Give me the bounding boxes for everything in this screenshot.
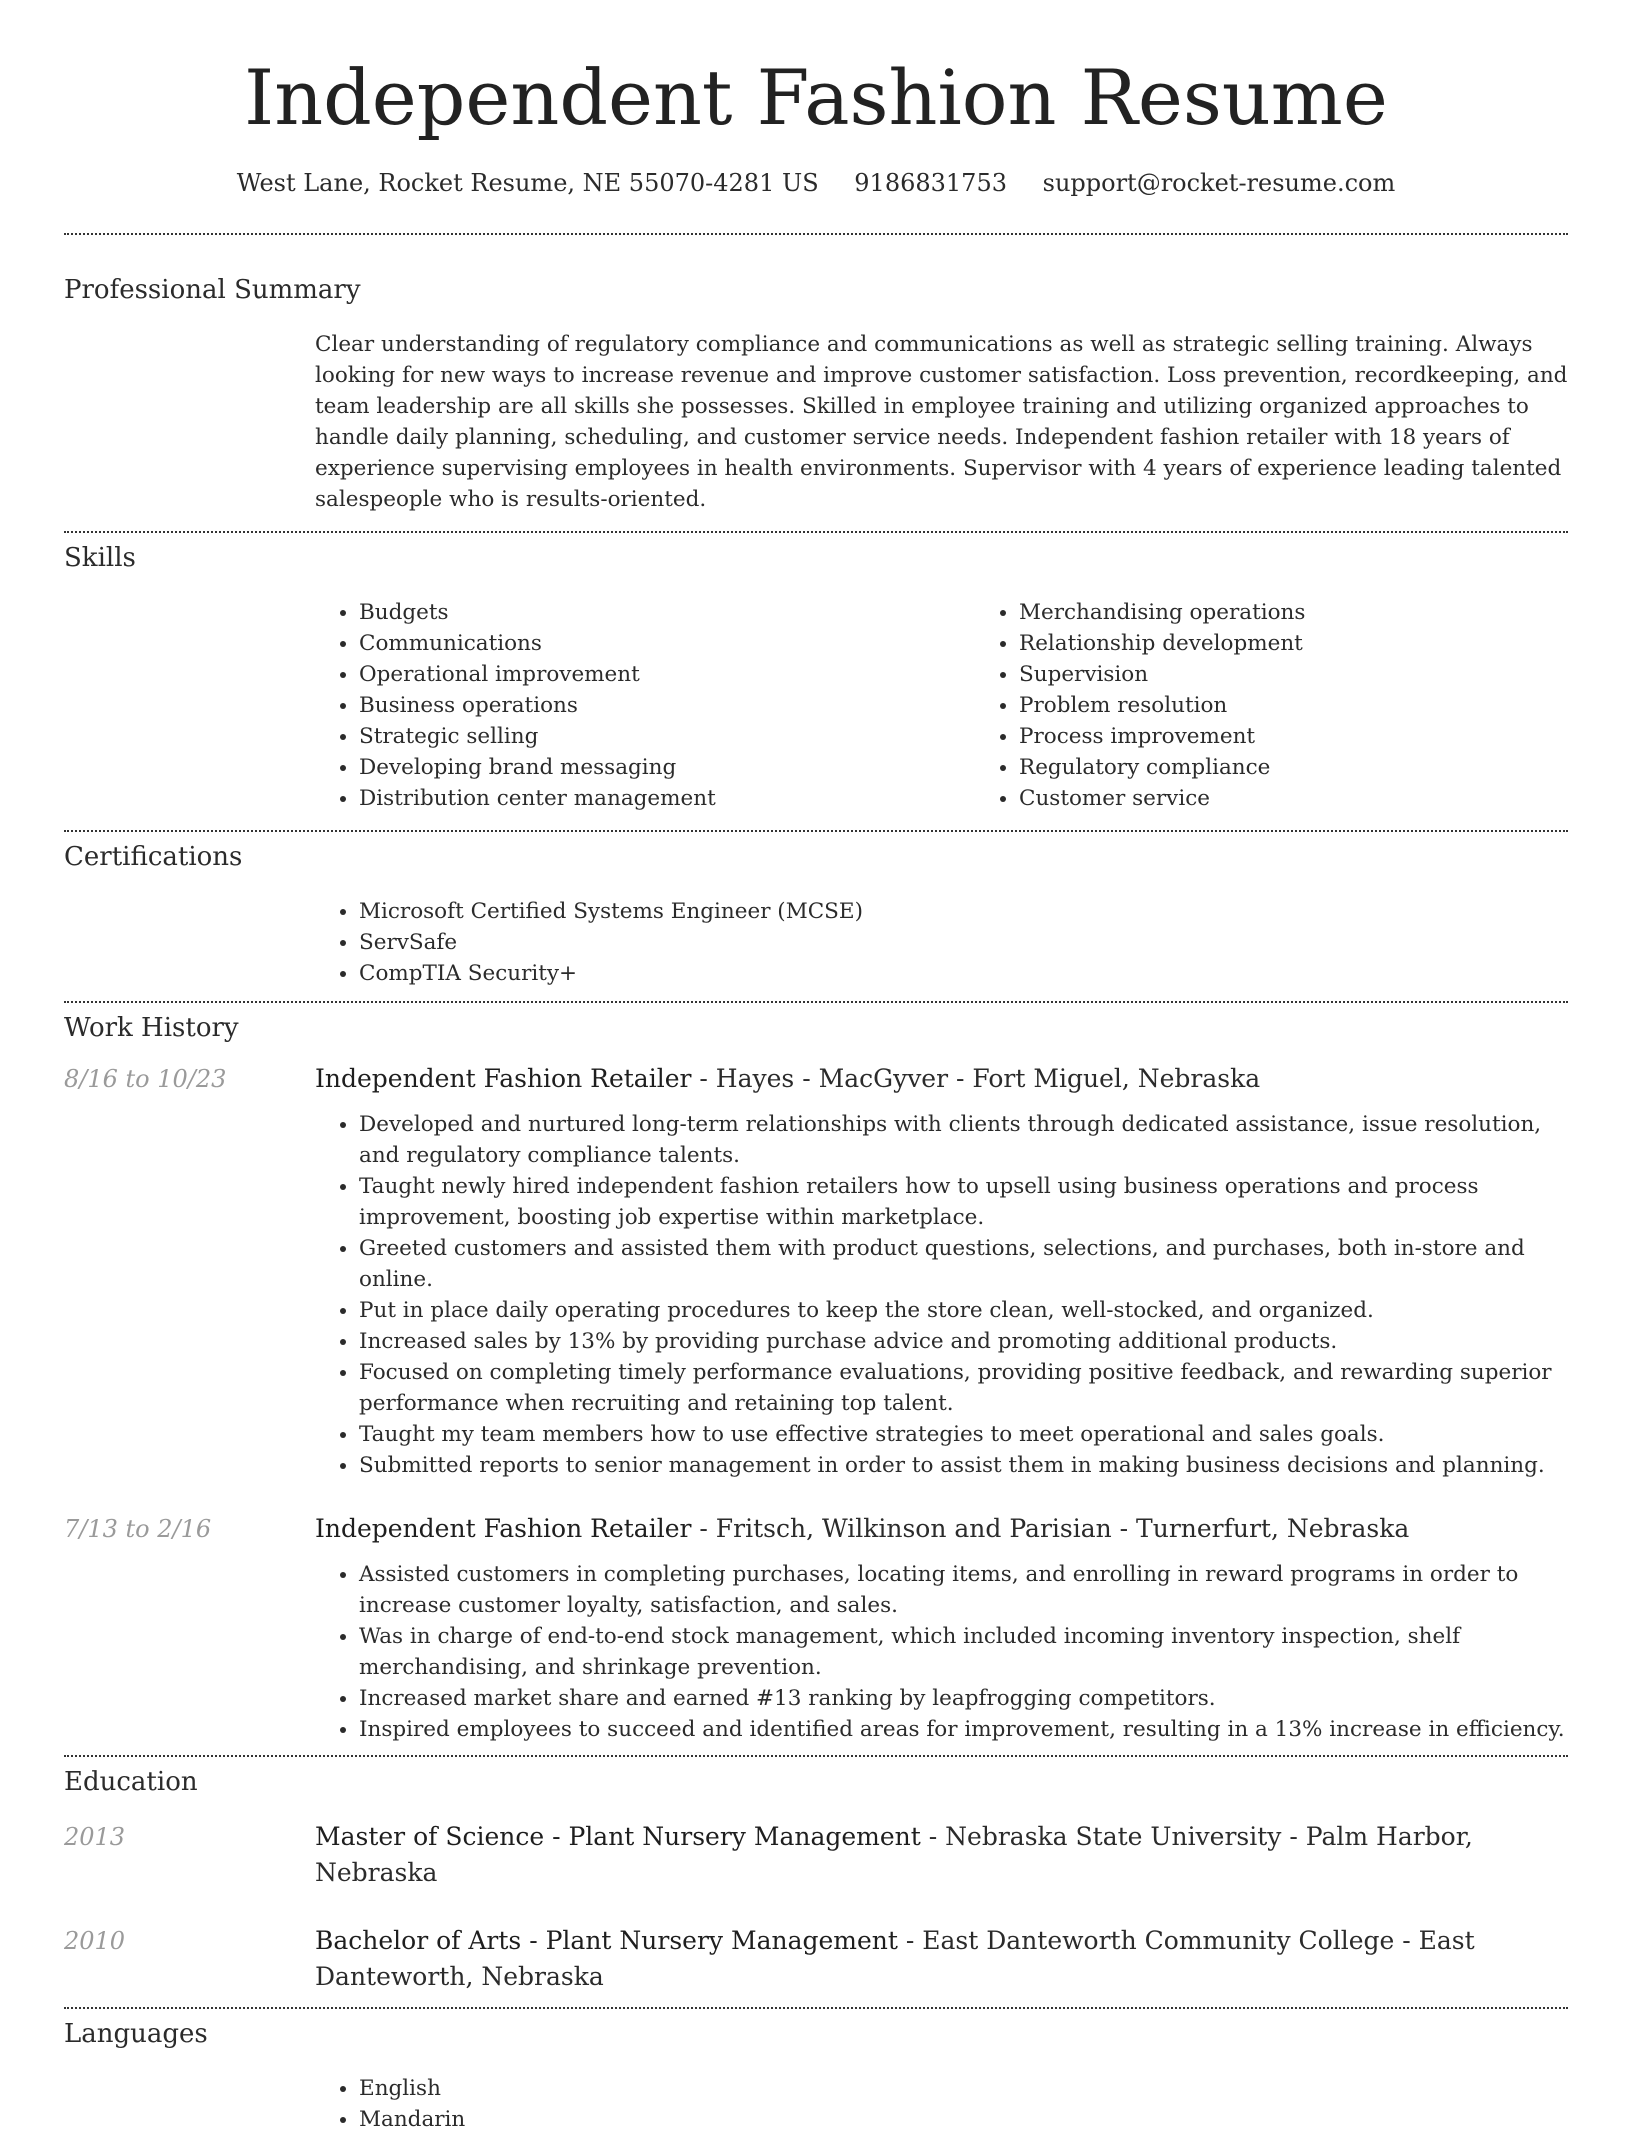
job-bullet: • Increased sales by 13% by providing purchase advice and promoting additional products.: [359, 1326, 1568, 1357]
skills-column-left: [315, 597, 975, 814]
certification-item: • CompTIA Security+: [359, 958, 1568, 989]
skill-item: • Strategic selling: [359, 721, 975, 752]
job-header: [64, 1061, 1568, 1097]
skill-item: • Customer service: [1019, 783, 1632, 814]
job-bullet: • Was in charge of end-to-end stock management, which included incoming inventory inspection, shelf merchandising, and shrinkage prevention.: [359, 1621, 1568, 1683]
education-year: 2013: [64, 1823, 126, 1852]
job-title: [315, 1061, 1260, 1097]
skill-item: • Process improvement: [1019, 721, 1632, 752]
certification-item: • Microsoft Certified Systems Engineer (MCSE): [359, 896, 1568, 927]
languages-heading: Languages: [64, 2019, 208, 2050]
skills-heading: Skills: [64, 543, 136, 574]
contact-address: West Lane, Rocket Resume, NE 55070-4281 US: [236, 169, 819, 198]
skills-list: [315, 597, 1569, 830]
job-bullet: • Inspired employees to succeed and identified areas for improvement, resulting in a 13% increase in efficiency.: [359, 1714, 1568, 1745]
education-school-location: - East Danteworth Community College - East Danteworth, Nebraska: [315, 1926, 1475, 1992]
contact-phone: 9186831753: [854, 169, 1007, 198]
job-bullet: • Focused on completing timely performance evaluations, providing positive feedback, and rewarding superior performance when recruiting and retaining top talent.: [359, 1357, 1568, 1419]
job-employer-location: - Fritsch, Wilkinson and Parisian - Turnerfurt, Nebraska: [691, 1514, 1410, 1544]
education-entry: [64, 1819, 1568, 1891]
education-degree: Master of Science - Plant Nursery Management: [315, 1822, 921, 1852]
summary-section: [64, 235, 1568, 531]
skill-item: • Supervision: [1019, 659, 1632, 690]
skill-item: • Problem resolution: [1019, 690, 1632, 721]
job-role: Independent Fashion Retailer: [315, 1064, 692, 1094]
contact-email[interactable]: support@rocket-resume.com: [1042, 169, 1396, 198]
education-year: 2010: [64, 1927, 126, 1956]
job-bullet: • Submitted reports to senior management in order to assist them in making business decisions and planning.: [359, 1450, 1568, 1481]
languages-list: [315, 2073, 1568, 2135]
job-dates: 8/16 to 10/23: [64, 1065, 227, 1094]
skill-item: • Regulatory compliance: [1019, 752, 1632, 783]
skill-item: • Developing brand messaging: [359, 752, 975, 783]
job-dates: 7/13 to 2/16: [64, 1515, 212, 1544]
contact-line: [64, 169, 1568, 197]
certifications-list: [315, 896, 1568, 1001]
skill-item: • Relationship development: [1019, 628, 1632, 659]
language-item: • English: [359, 2073, 1568, 2104]
certifications-section: [64, 832, 1568, 1001]
job-bullet: • Increased market share and earned #13 ranking by leapfrogging competitors.: [359, 1683, 1568, 1714]
job-bullets: [315, 1109, 1568, 1481]
summary-text: Clear understanding of regulatory compliance and communications as well as strategic selling training. Always looking for new ways to increase revenue and improve customer satisfaction. Loss prevention, recordkeeping, and team leadership are all skills she possesses. Skilled in employee training and utilizing organized approaches to handle daily planning, scheduling, and customer service needs. Independent fashion retailer with 18 years of experience supervising employees in health environments. Supervisor with 4 years of experience leading talented salespeople who is results-oriented.: [315, 332, 1568, 513]
education-title: [315, 1923, 1568, 1995]
job-employer-location: - Hayes - MacGyver - Fort Miguel, Nebraska: [691, 1064, 1261, 1094]
skill-item: • Business operations: [359, 690, 975, 721]
education-entry: [64, 1923, 1568, 2007]
job-bullets: [315, 1559, 1568, 1755]
job-entry: [64, 1061, 1568, 1481]
education-section: [64, 1757, 1568, 2007]
work-history-section: [64, 1003, 1568, 1755]
skill-item: • Merchandising operations: [1019, 597, 1632, 628]
job-bullet: • Assisted customers in completing purchases, locating items, and enrolling in reward programs in order to increase customer loyalty, satisfaction, and sales.: [359, 1559, 1568, 1621]
skill-item: • Distribution center management: [359, 783, 975, 814]
job-entry: [64, 1511, 1568, 1755]
education-title: [315, 1819, 1568, 1891]
job-bullet: • Put in place daily operating procedures to keep the store clean, well-stocked, and organized.: [359, 1295, 1568, 1326]
certification-item: • ServSafe: [359, 927, 1568, 958]
job-bullet: • Taught my team members how to use effective strategies to meet operational and sales goals.: [359, 1419, 1568, 1450]
education-school-location: - Nebraska State University - Palm Harbor, Nebraska: [315, 1822, 1473, 1888]
job-bullet: • Developed and nurtured long-term relationships with clients through dedicated assistance, issue resolution, and regulatory compliance talents.: [359, 1109, 1568, 1171]
education-degree: Bachelor of Arts - Plant Nursery Management: [315, 1926, 898, 1956]
resume-title: Independent Fashion Resume: [244, 53, 1388, 142]
skills-column-right: [975, 597, 1632, 814]
job-bullet: • Greeted customers and assisted them with product questions, selections, and purchases, both in-store and online.: [359, 1233, 1568, 1295]
job-header: [64, 1511, 1568, 1547]
language-item: • Mandarin: [359, 2104, 1568, 2135]
skill-item: • Communications: [359, 628, 975, 659]
skill-item: • Budgets: [359, 597, 975, 628]
job-title: [315, 1511, 1409, 1547]
work-history-heading: Work History: [64, 1013, 239, 1044]
languages-section: [64, 2009, 1568, 2135]
education-heading: Education: [64, 1767, 198, 1798]
certifications-heading: Certifications: [64, 842, 243, 873]
summary-heading: Professional Summary: [64, 275, 361, 306]
skills-section: [64, 533, 1568, 830]
job-role: Independent Fashion Retailer: [315, 1514, 692, 1544]
skill-item: • Operational improvement: [359, 659, 975, 690]
job-bullet: • Taught newly hired independent fashion retailers how to upsell using business operations and process improvement, boosting job expertise within marketplace.: [359, 1171, 1568, 1233]
